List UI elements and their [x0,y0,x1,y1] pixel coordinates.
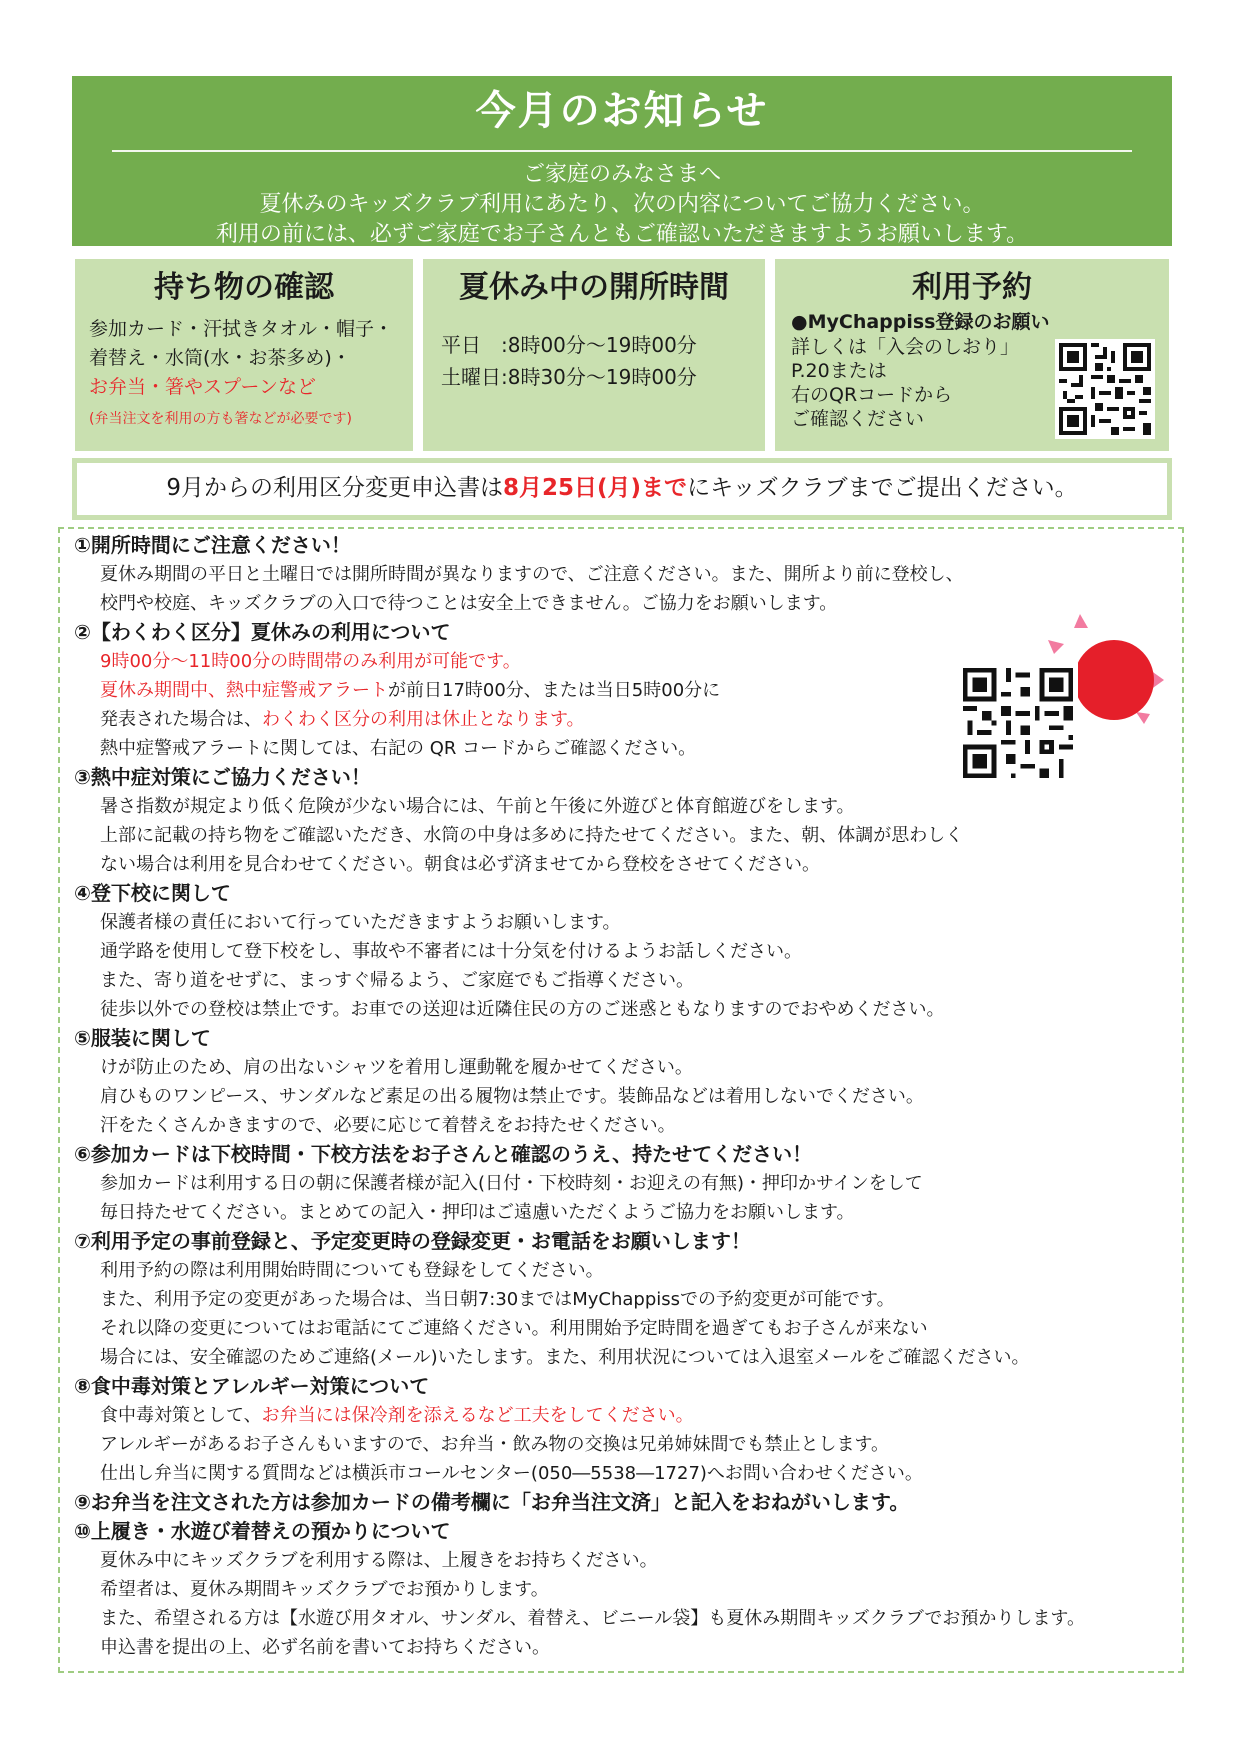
note-item-line: 夏休み期間の平日と土曜日では開所時間が異なりますので、ご注意ください。また、開所より前に登校し、 [100,564,964,585]
note-item-title: ⑤服装に関して [74,1026,211,1050]
belongings-note: (弁当注文を利用の方も箸などが必要です) [89,411,352,427]
note-item-line: ない場合は利用を見合わせてください。朝食は必ず済ませてから登校をさせてください。 [100,854,820,875]
note-item-title: ⑩上履き・水遊び着替えの預かりについて [74,1519,451,1543]
opening-hours-title: 夏休み中の開所時間 [459,270,729,305]
note-item-title: ②【わくわく区分】夏休みの利用について [74,620,451,644]
opening-hours-box [420,256,768,454]
note-item-7 [74,1227,1164,1372]
page-title: 今月のお知らせ [475,88,769,134]
note-item-title: ⑥参加カードは下校時間・下校方法をお子さんと確認のうえ、持たせてください！ [74,1142,813,1166]
deadline-before: 9月からの利用区分変更申込書は [166,475,504,501]
reservation-line-3: 右のQRコードから [791,384,953,406]
deadline-after: にキッズクラブまでご提出ください。 [687,475,1078,501]
note-item-line: 毎日持たせてください。まとめての記入・押印はご遠慮いただくようご協力をお願いします。 [100,1202,855,1223]
belongings-line-2: 着替え・水筒(水・お茶多め)・ [89,347,351,369]
note-item-line: 希望者は、夏休み期間キッズクラブでお預かりします。 [100,1579,549,1600]
note-item-line [74,1401,1164,1430]
ice-pack-text: お弁当には保冷剤を添えるなど工夫をしてください。 [261,1405,694,1426]
note-item-line: 保護者様の責任において行っていただきますようお願いします。 [100,912,621,933]
alert-text: 夏休み期間中、熱中症警戒アラート [100,680,388,701]
note-item-5 [74,1024,1164,1140]
suspension-text: わくわく区分の利用は休止となります。 [262,709,585,730]
note-item-3 [74,763,1164,879]
header-line-2: 夏休みのキッズクラブ利用にあたり、次の内容についてご協力ください。 [259,192,985,217]
note-item-title: ⑦利用予定の事前登録と、予定変更時の登録変更・お電話をお願いします！ [74,1229,751,1253]
note-item-line: 利用予約の際は利用開始時間についても登録をしてください。 [100,1260,604,1281]
note-item-line [74,705,1164,734]
note-item-title: ⑧食中毒対策とアレルギー対策について [74,1374,430,1398]
note-item-line: 参加カードは利用する日の朝に保護者様が記入(日付・下校時刻・お迎えの有無)・押印かサインをして [100,1173,923,1194]
reservation-box [772,256,1172,454]
belongings-box [72,256,416,454]
note-item-6 [74,1140,1164,1227]
belongings-title: 持ち物の確認 [154,270,334,305]
note-item-line: アレルギーがあるお子さんもいますので、お弁当・飲み物の交換は兄弟姉妹間でも禁止とします。 [100,1434,890,1455]
note-item-title: ⑨お弁当を注文された方は参加カードの備考欄に「お弁当注文済」と記入をおねがいします。 [74,1490,910,1514]
note-item-line: 肩ひものワンピース、サンダルなど素足の出る履物は禁止です。装飾品などは着用しないでください。 [100,1086,924,1107]
header-divider [112,150,1132,152]
note-item-line: 申込書を提出の上、必ず名前を書いてお持ちください。 [100,1637,550,1658]
note-item-line: 場合には、安全確認のためご連絡(メール)いたします。また、利用状況については入退室メールをご確認ください。 [100,1347,1030,1368]
note-item-line: 9時00分～11時00分の時間帯のみ利用が可能です。 [100,651,521,672]
note-item-2 [74,618,1164,763]
deadline-date: 8月25日(月)まで [503,475,688,501]
note-item-line: また、利用予定の変更があった場合は、当日朝7:30まではMyChappissでの予約変更が可能です。 [100,1289,895,1310]
note-item-title: ③熱中症対策にご協力ください！ [74,765,371,789]
opening-hours-weekday: 平日 :8時00分～19時00分 [441,333,697,357]
note-item-line: また、寄り道をせずに、まっすぐ帰るよう、ご家庭でもご指導ください。 [100,970,694,991]
alert-text-rest: が前日17時00分、または当日5時00分に [388,680,721,701]
note-item-title: ①開所時間にご注意ください！ [74,533,351,557]
deadline-banner [72,458,1172,520]
reservation-line-2: P.20または [791,360,887,382]
note-item-line: 通学路を使用して登下校をし、事故や不審者には十分気を付けるようお話しください。 [100,941,802,962]
header-line-3: 利用の前には、必ずご家庭でお子さんともご確認いただきますようお願いします。 [215,222,1029,247]
note-item-line: 校門や校庭、キッズクラブの入口で待つことは安全上できません。ご協力をお願いします。 [100,593,838,614]
note-item-line: それ以降の変更についてはお電話にてご連絡ください。利用開始予定時間を過ぎてもお子さんが来ない [100,1318,928,1339]
note-item-line: 夏休み中にキッズクラブを利用する際は、上履きをお持ちください。 [100,1550,658,1571]
note-item-line: 汗をたくさんかきますので、必要に応じて着替えをお持たせください。 [100,1115,676,1136]
food-poisoning-text: 食中毒対策として、 [100,1405,262,1426]
notice-header [72,76,1172,246]
info-boxes [72,256,1172,454]
announce-text: 発表された場合は、 [100,709,262,730]
opening-hours-saturday: 土曜日:8時30分～19時00分 [441,365,697,389]
belongings-line-1: 参加カード・汗拭きタオル・帽子・ [89,318,394,340]
qr-code-icon[interactable] [1055,339,1155,439]
note-item-line: 熱中症警戒アラートに関しては、右記の QR コードからご確認ください。 [100,738,697,759]
note-item-1 [74,531,1164,618]
note-item-10 [74,1517,1164,1662]
deadline-text [77,463,1167,515]
note-item-title: ④登下校に関して [74,881,231,905]
note-item-line: 暑さ指数が規定より低く危険が少ない場合には、午前と午後に外遊びと体育館遊びをします。 [100,796,855,817]
note-item-line: また、希望される方は【水遊び用タオル、サンダル、着替え、ビニール袋】も夏休み期間キッズクラブでお預かりします。 [100,1608,1085,1629]
note-item-line: 上部に記載の持ち物をご確認いただき、水筒の中身は多めに持たせてください。また、朝、体調が思わしく [100,825,964,846]
reservation-line-4: ご確認ください [791,408,925,430]
note-item-line: 仕出し弁当に関する質問などは横浜市コールセンター(050―5538―1727)へお問い合わせください。 [100,1463,923,1484]
note-item-line: 徒歩以外での登校は禁止です。お車での送迎は近隣住民の方のご迷惑ともなりますのでおやめください。 [100,999,945,1020]
note-item-8 [74,1372,1164,1488]
notes-section [58,527,1184,1673]
note-item-line [74,676,1164,705]
note-item-9 [74,1488,1164,1517]
belongings-line-3: お弁当・箸やスプーンなど [89,376,317,398]
reservation-title: 利用予約 [912,270,1032,305]
reservation-line-1: 詳しくは「入会のしおり」 [791,336,1020,358]
reservation-subtitle: ●MyChappiss登録のお願い [791,311,1050,333]
note-item-4 [74,879,1164,1024]
note-item-line: けが防止のため、肩の出ないシャツを着用し運動靴を履かせてください。 [100,1057,693,1078]
header-line-1: ご家庭のみなさまへ [522,162,721,187]
